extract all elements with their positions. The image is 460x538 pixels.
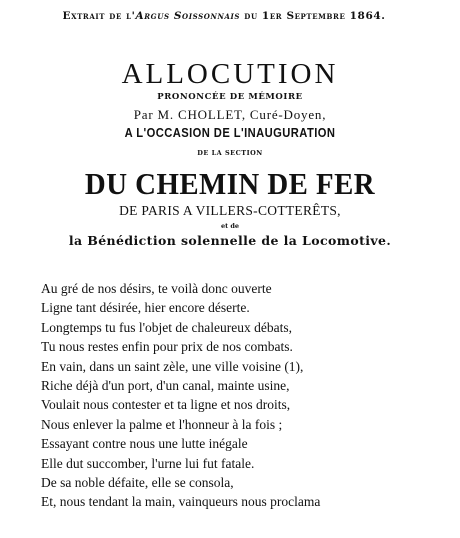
extract-date: du 1er Septembre 1864. (244, 10, 386, 22)
benediction-line: la Bénédiction solennelle de la Locomotive. (68, 233, 392, 248)
railway-heading: DU CHEMIN DE FER (84, 166, 376, 201)
extract-header (14, 10, 434, 22)
poem-line: Longtemps tu fus l'objet de chaleureux débats, (41, 319, 292, 335)
section-line: DE LA SECTION (197, 149, 263, 157)
poem (41, 279, 441, 512)
route-line: DE PARIS A VILLERS-COTTERÊTS, (119, 203, 341, 218)
pronounced-subtitle: PRONONCÉE DE MÉMOIRE (157, 92, 303, 102)
author-line: Par M. CHOLLET, Curé-Doyen, (133, 107, 327, 122)
page-title: ALLOCUTION (121, 58, 339, 90)
poem-line: Tu nous restes enfin pour prix de nos combats. (41, 339, 293, 355)
poem-line: Nous enlever la palme et l'honneur à la fois ; (41, 416, 283, 432)
conjunction-line: et de (220, 222, 240, 230)
poem-line: Au gré de nos désirs, te voilà donc ouverte (41, 281, 272, 296)
poem-line: En vain, dans un saint zèle, une ville voisine (1), (41, 358, 304, 374)
extract-prefix: Extrait de l' (62, 10, 136, 22)
poem-line: Ligne tant désirée, hier encore déserte. (41, 300, 250, 316)
poem-line: Elle dut succomber, l'urne lui fut fatale. (41, 455, 255, 471)
poem-line: Et, nous tendant la main, vainqueurs nous proclama (41, 494, 321, 510)
poem-line: De sa noble défaite, elle se consola, (41, 474, 234, 490)
occasion-line: A L'OCCASION DE L'INAUGURATION (124, 125, 336, 140)
poem-line: Essayant contre nous une lutte inégale (41, 436, 248, 452)
poem-line: Riche déjà d'un port, d'un canal, mainte usine, (41, 377, 290, 393)
poem-line: Voulait nous contester et ta ligne et nos droits, (41, 397, 291, 413)
newspaper-name: Argus Soissonnais (135, 10, 241, 22)
